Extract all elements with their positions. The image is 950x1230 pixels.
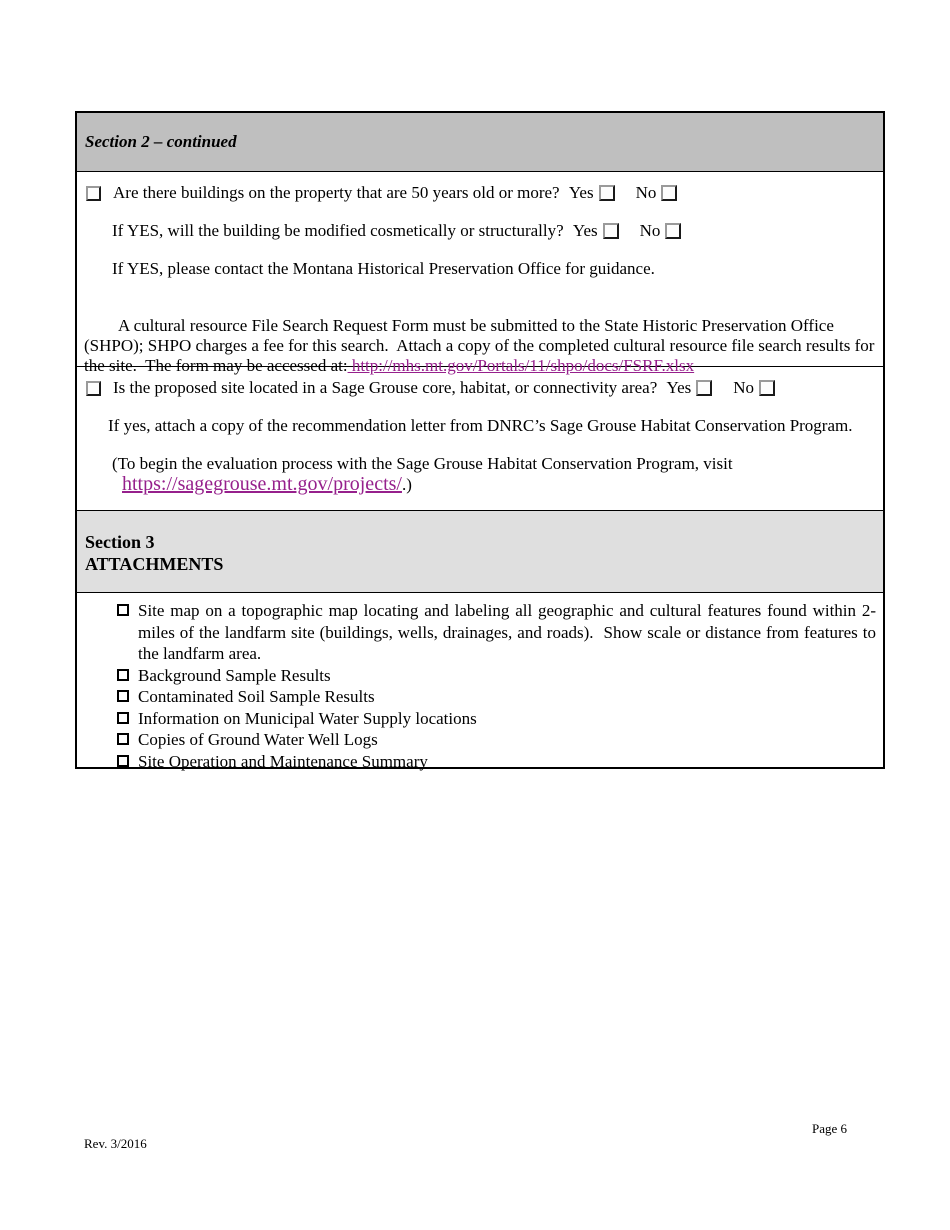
- sage-grouse-question-text: Is the proposed site located in a Sage Grouse core, habitat, or connectivity area?: [113, 378, 662, 397]
- form-table: [75, 111, 885, 769]
- sage-grouse-no-checkbox[interactable]: [759, 380, 775, 396]
- list-item: [117, 708, 876, 730]
- checkbox-bullet-icon[interactable]: [117, 733, 129, 745]
- sage-grouse-link-suffix: .): [401, 475, 412, 494]
- section2-header-title: Section 2 – continued: [85, 132, 237, 151]
- sage-grouse-link-line: [122, 474, 876, 495]
- section3-subtitle: ATTACHMENTS: [85, 554, 224, 574]
- yes-label: Yes: [568, 183, 594, 202]
- revision-label: Rev. 3/2016: [84, 1136, 147, 1151]
- checkbox-bullet-icon[interactable]: [117, 690, 129, 702]
- attachment-text: Background Sample Results: [138, 665, 331, 685]
- checkbox-bullet-icon[interactable]: [117, 604, 129, 616]
- sage-grouse-question-row: [77, 366, 883, 510]
- sage-grouse-projects-link[interactable]: https://sagegrouse.mt.gov/projects/: [122, 473, 402, 495]
- shpo-paragraph-text: A cultural resource File Search Request Form must be submitted to the State Historic Preservation Office (SHPO); SHPO charges a fee for this search. Attach a copy of the completed cultural resource file search results for the site. The form may be accessed at:: [84, 316, 879, 375]
- sage-grouse-attach-note-text: If yes, attach a copy of the recommendation letter from DNRC’s Sage Grouse Habitat Conservation Program.: [108, 416, 853, 435]
- attachment-text: Information on Municipal Water Supply locations: [138, 708, 477, 728]
- attachment-text: Contaminated Soil Sample Results: [138, 687, 375, 706]
- yes-label: Yes: [666, 378, 692, 397]
- buildings-question-line: [86, 182, 876, 203]
- buildings-guidance-text: If YES, please contact the Montana Historical Preservation Office for guidance.: [112, 259, 655, 278]
- sage-grouse-eval-note: [112, 453, 876, 474]
- list-item: [117, 665, 876, 687]
- sage-grouse-item-checkbox[interactable]: [86, 381, 101, 396]
- page-number: Page 6: [812, 1121, 848, 1136]
- buildings-yes-checkbox[interactable]: [599, 185, 615, 201]
- buildings-subquestion-text: If YES, will the building be modified cosmetically or structurally?: [112, 221, 564, 240]
- buildings-no-checkbox[interactable]: [661, 185, 677, 201]
- checkbox-bullet-icon[interactable]: [117, 712, 129, 724]
- buildings-question-row: [77, 171, 883, 375]
- buildings-item-checkbox[interactable]: [86, 186, 101, 201]
- no-label: No: [733, 378, 755, 397]
- list-item: [117, 729, 876, 751]
- attachments-row: [77, 592, 883, 771]
- sage-grouse-eval-note-text: (To begin the evaluation process with the Sage Grouse Habitat Conservation Program, visit: [112, 454, 733, 473]
- checkbox-bullet-icon[interactable]: [117, 669, 129, 681]
- list-item: [117, 751, 876, 773]
- attachment-text: Site map on a topographic map locating and labeling all geographic and cultural features found within 2-miles of the landfarm site (buildings, wells, drainages, and roads). Show scale or distance from features to the landfarm area.: [138, 601, 881, 663]
- attachment-text: Site Operation and Maintenance Summary: [138, 751, 428, 771]
- no-label: No: [639, 221, 661, 240]
- section3-header: [77, 510, 883, 592]
- buildings-guidance-line: [112, 258, 876, 279]
- yes-label: Yes: [572, 221, 598, 240]
- attachment-text: Copies of Ground Water Well Logs: [138, 730, 378, 749]
- list-item: [117, 600, 881, 665]
- buildings-subquestion-line: [112, 220, 876, 241]
- checkbox-bullet-icon[interactable]: [117, 755, 129, 767]
- shpo-form-link[interactable]: http://mhs.mt.gov/Portals/11/shpo/docs/FSRF.xlsx: [347, 356, 695, 375]
- modified-no-checkbox[interactable]: [665, 223, 681, 239]
- attachments-list: [117, 600, 881, 772]
- sage-grouse-attach-note: [108, 415, 876, 436]
- section3-title: Section 3: [85, 532, 155, 552]
- section2-header: [77, 113, 883, 171]
- buildings-question-text: Are there buildings on the property that are 50 years old or more?: [113, 183, 560, 202]
- no-label: No: [635, 183, 657, 202]
- list-item: [117, 686, 876, 708]
- sage-grouse-yes-checkbox[interactable]: [696, 380, 712, 396]
- sage-grouse-question-line: [86, 377, 876, 398]
- modified-yes-checkbox[interactable]: [603, 223, 619, 239]
